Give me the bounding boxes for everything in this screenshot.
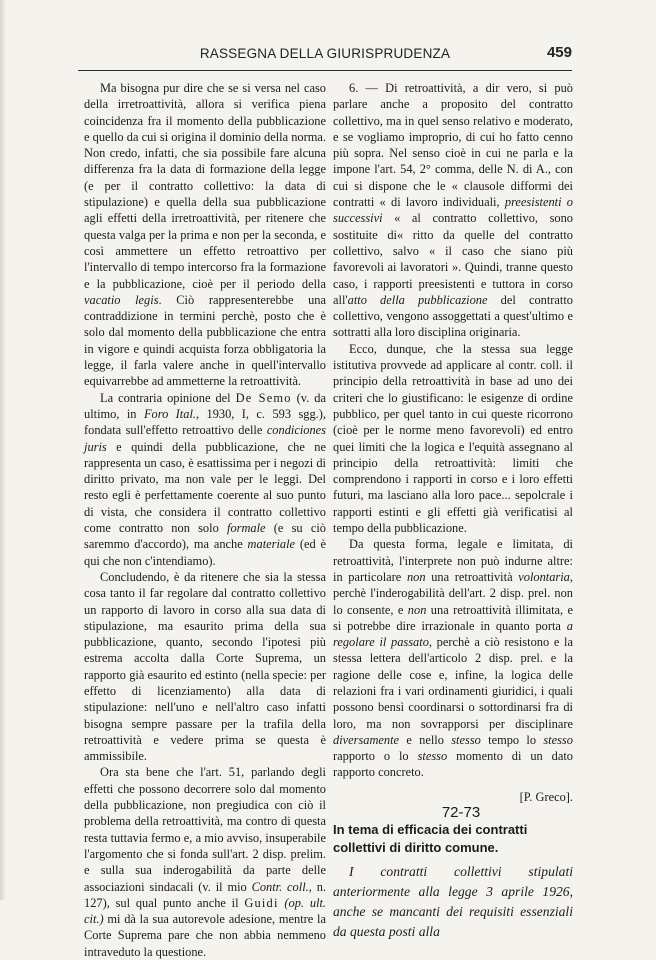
page-edge-shadow — [0, 0, 6, 900]
page-number: 459 — [546, 44, 572, 61]
left-paragraph-4: Ora sta bene che l'art. 51, parlando degli effetti che possono decorrere solo dal momento della pubblicazione, non pregiudica con ciò il problema della retroattività, ma contro di questa resta tuttavia fermo e, a mio avviso, insuperabile l'argomento che si fonda sull'art. 2 disp. prelim. e sulla sua inderogabilità da parte delle associazioni sindacali (v. il mio Contr. coll., n. 127), sul qual punto anche il Guidi (op. ult. cit.) mi dà la sua autorevole adesione, mentre la Corte Suprema pare che non abbia nemmeno intraveduto la questione. — [84, 765, 326, 959]
left-paragraph-3: Concludendo, è da ritenere che sia la stessa cosa tanto il far regolare dal contratto collettivo un rapporto di lavoro in corso alla sua data di stipulazione, ma esaurito prima della sua pubblicazione, quanto, secondo l'ipotesi più estrema accolta dalla Corte Suprema, un rapporto già esaurito ed estinto (nella specie: per effetto di licenziamento) alla data di stipulazione: nell'uno e nell'altro caso infatti bisogna sempre passare per la trafila della retroattività e vedere prima se questa è ammissibile. — [84, 569, 326, 764]
left-paragraph-2: La contraria opinione del De Semo (v. da ultimo, in Foro Ital., 1930, I, c. 593 sgg.), fondata sull'effetto retroattivo delle condiciones juris e quindi della pubblicazione, che ne rappresenta un caso, è esattissima per i negozi di diritto privato, ma non vale per le leggi. Del resto egli è perfettamente coerente al suo punto di vista, che considera il contratto collettivo come contratto non solo formale (e su ciò saremmo d'accordo), ma anche materiale (ed è qui che non c'intendiamo). — [84, 390, 326, 568]
author-de-semo: De Semo — [235, 390, 292, 405]
right-paragraph-2: Ecco, dunque, che la stessa sua legge istitutiva provvede ad applicare al contr. coll. il principio della retroattività in base ad uno dei criteri che lo giustificano: le esigenze di ordine pubblico, per quel tanto in cui queste ricorrono (cioè per le norme meno favorevoli) ed entro quei limiti che la logica e l'equità assegnano al principio della retroattività: limiti che comprendono i rapporti in corso e i loro effetti futuri, ma lasciano alla loro pace... sepolcrale i rapporti estinti e gli effetti già verificatisi al tempo della pubblicazione. — [333, 341, 573, 536]
running-header — [78, 44, 572, 71]
right-paragraph-3: Da questa forma, legale e limitata, di retroattività, l'interprete non può indurne altre: in particolare non una retroattività volontaria, perchè l'inderogabilità dell'art. 2 disp. prel. non lo consente, e non una retroattività illimitata, e si potrebbe dire irrazionale in quanto porta a regolare il passato, perchè a ciò resistono e la stessa lettera dell'articolo 2 disp. prel. e la ragione delle cose e, infine, la logica delle relazioni fra i vari ordinamenti giuridici, i quali possono bensì coordinarsi o sottordinarsi fra di loro, ma non sovrapporsi per disciplinare diversamente e nello stesso tempo lo stesso rapporto o lo stesso momento di un dato rapporto concreto. — [333, 537, 574, 780]
left-column — [84, 80, 326, 960]
section-number: 72-73 — [441, 804, 481, 822]
running-header-title: RASSEGNA DELLA GIURISPRUDENZA — [199, 46, 451, 61]
right-paragraph-1: 6. — Di retroattività, a dir vero, si può parlare anche a proposito del contratto collettivo, ma in quel senso relativo e moderato, e se vogliamo improprio, di cui ho fatto cenno più sopra. Nel senso cioè in cui ne parla e la impone l'art. 54, 2° comma, delle N. di A., con cui si dispone che le « clausole difformi dei contratti « di lavoro individuali, preesistenti o successivi « al contratto collettivo, sono sostituite di« ritto da quelle del contratto collettivo, salvo « il caso che siano più favorevoli ai lavoratori ». Quindi, tranne questo caso, i rapporti preesistenti e tuttora in corso all'atto della pubblicazione del contratto collettivo, vengono assoggettati a quest'ultimo e sottratti alla loro disciplina originaria. — [333, 81, 573, 340]
section-title: In tema di efficacia dei contratti collettivi di diritto comune. — [333, 822, 528, 855]
author-guidi: Guidi — [244, 895, 279, 910]
right-column — [333, 80, 573, 942]
massima-text: I contratti collettivi stipulati anteriormente alla legge 3 aprile 1926, anche se mancanti dei requisiti essenziali da questa posti alla — [333, 864, 573, 940]
left-paragraph-1: Ma bisogna pur dire che se si versa nel caso della irretroattività, allora si verifica piena coincidenza fra il momento della pubblicazione e quello da cui si origina il dominio della norma. Non credo, infatti, che sia possibile fare alcuna differenza fra la data di formazione della legge (e per il contratto collettivo: la data di stipulazione) e quella della sua pubblicazione agli effetti della irretroattività, per ritenere che questa valga per la prima e non per la seconda, e così ammettere un effetto retroattivo per l'intervallo di tempo intercorso fra la formazione e la pubblicazione, cioè per il periodo della vacatio legis. Ciò rappresenterebbe una contraddizione in termini perchè, posto che è solo dal momento della pubblicazione che entra in vigore e quindi acquista forza obbligatoria la legge, il farla valere anche in quell'intervallo equivarrebbe ad ammetterne la retroattività. — [84, 81, 326, 389]
author-signature: [P. Greco]. — [519, 789, 573, 804]
